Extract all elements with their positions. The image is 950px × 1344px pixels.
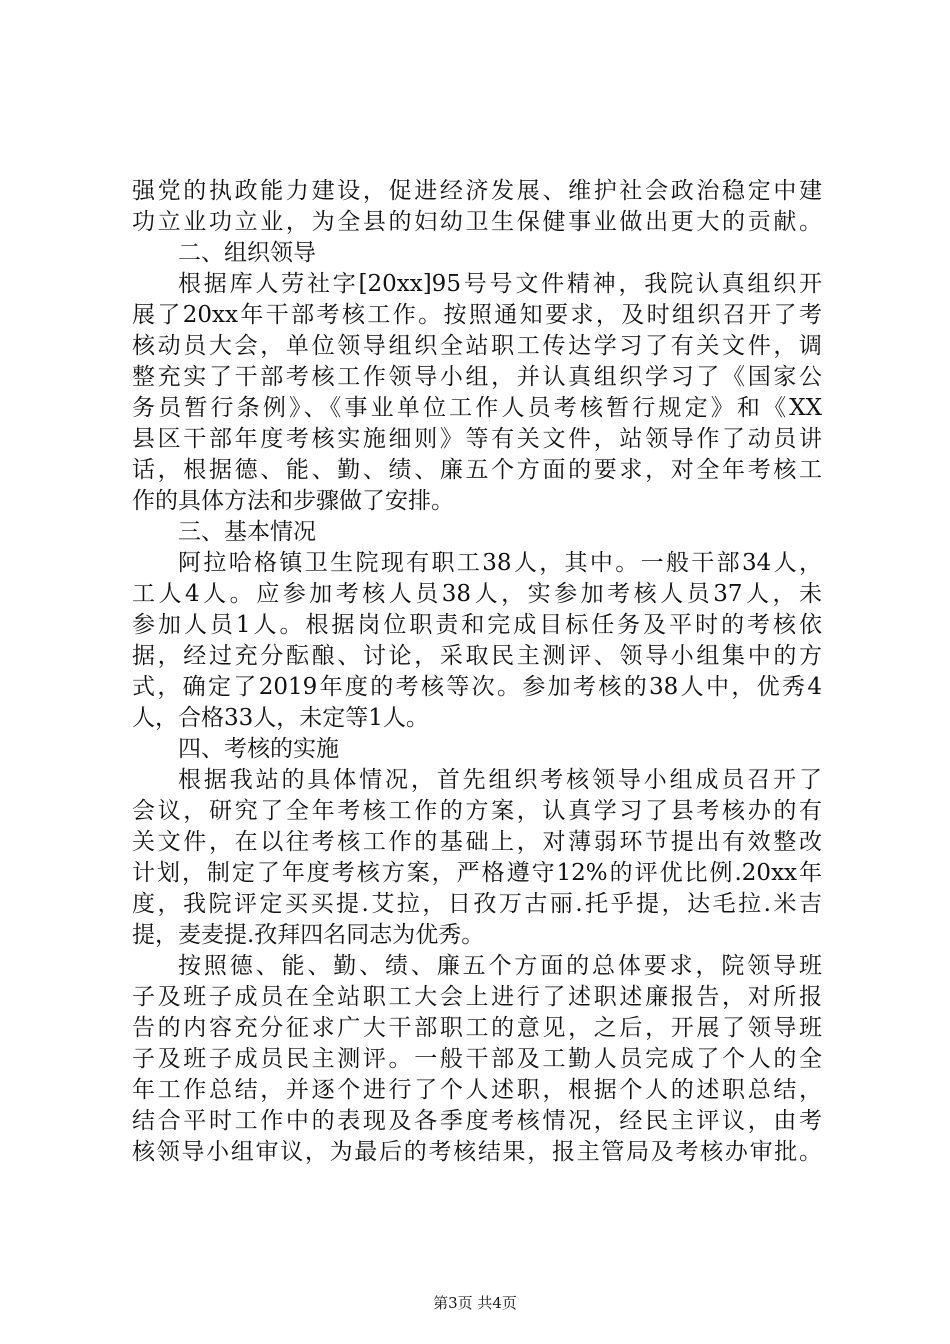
text-line: 计划，制定了年度考核方案，严格遵守12%的评优比例.20xx年 bbox=[132, 860, 822, 886]
text-line: 县区干部年度考核实施细则》等有关文件，站领导作了动员讲 bbox=[132, 426, 822, 452]
text-line: 式，确定了2019年度的考核等次。参加考核的38人中，优秀4 bbox=[132, 674, 822, 700]
text-line: 强党的执政能力建设，促进经济发展、维护社会政治稳定中建 bbox=[132, 178, 822, 204]
text-line: 据，经过充分酝酿、讨论，采取民主测评、领导小组集中的方 bbox=[132, 643, 822, 669]
text-line: 子及班子成员民主测评。一般干部及工勤人员完成了个人的全 bbox=[132, 1046, 822, 1072]
text-line: 告的内容充分征求广大干部职工的意见，之后，开展了领导班 bbox=[132, 1015, 822, 1041]
text-line: 整充实了干部考核工作领导小组，并认真组织学习了《国家公 bbox=[132, 364, 822, 390]
text-line: 作的具体方法和步骤做了安排。 bbox=[132, 488, 454, 514]
page-footer: 第3页 共4页 bbox=[433, 1294, 517, 1312]
text-line: 务员暂行条例》、《事业单位工作人员考核暂行规定》和《XX bbox=[132, 395, 822, 421]
text-line: 核领导小组审议，为最后的考核结果，报主管局及考核办审批。 bbox=[132, 1139, 822, 1165]
text-line: 话，根据德、能、勤、绩、廉五个方面的要求，对全年考核工 bbox=[132, 457, 822, 483]
text-line: 功立业功立业，为全县的妇幼卫生保健事业做出更大的贡献。 bbox=[132, 209, 822, 235]
document-body bbox=[132, 176, 822, 1168]
text-line: 子及班子成员在全站职工大会上进行了述职述廉报告，对所报 bbox=[132, 984, 822, 1010]
text-line: 阿拉哈格镇卫生院现有职工38人，其中。一般干部34人， bbox=[178, 550, 822, 576]
text-line: 核动员大会，单位领导组织全站职工传达学习了有关文件，调 bbox=[132, 333, 822, 359]
text-line: 提，麦麦提.孜拜四名同志为优秀。 bbox=[132, 922, 485, 948]
text-line: 根据我站的具体情况，首先组织考核领导小组成员召开了 bbox=[178, 767, 822, 793]
text-line: 工人4人。应参加考核人员38人，实参加考核人员37人，未 bbox=[132, 581, 822, 607]
text-line: 会议，研究了全年考核工作的方案，认真学习了县考核办的有 bbox=[132, 798, 822, 824]
text-line: 年工作总结，并逐个进行了个人述职，根据个人的述职总结， bbox=[132, 1077, 822, 1103]
text-line: 度，我院评定买买提.艾拉，日孜万古丽.托乎提，达毛拉.米吉 bbox=[132, 891, 822, 917]
text-line: 二、组织领导 bbox=[178, 240, 316, 266]
text-line: 展了20xx年干部考核工作。按照通知要求，及时组织召开了考 bbox=[132, 302, 822, 328]
text-line: 三、基本情况 bbox=[178, 519, 316, 545]
text-line: 按照德、能、勤、绩、廉五个方面的总体要求，院领导班 bbox=[178, 953, 822, 979]
text-line: 根据库人劳社字[20xx]95号号文件精神，我院认真组织开 bbox=[178, 271, 822, 297]
text-line: 结合平时工作中的表现及各季度考核情况，经民主评议，由考 bbox=[132, 1108, 822, 1134]
text-line: 四、考核的实施 bbox=[178, 736, 339, 762]
text-line: 关文件，在以往考核工作的基础上，对薄弱环节提出有效整改 bbox=[132, 829, 822, 855]
text-line: 参加人员1人。根据岗位职责和完成目标任务及平时的考核依 bbox=[132, 612, 822, 638]
text-line: 人，合格33人，未定等1人。 bbox=[132, 705, 429, 731]
